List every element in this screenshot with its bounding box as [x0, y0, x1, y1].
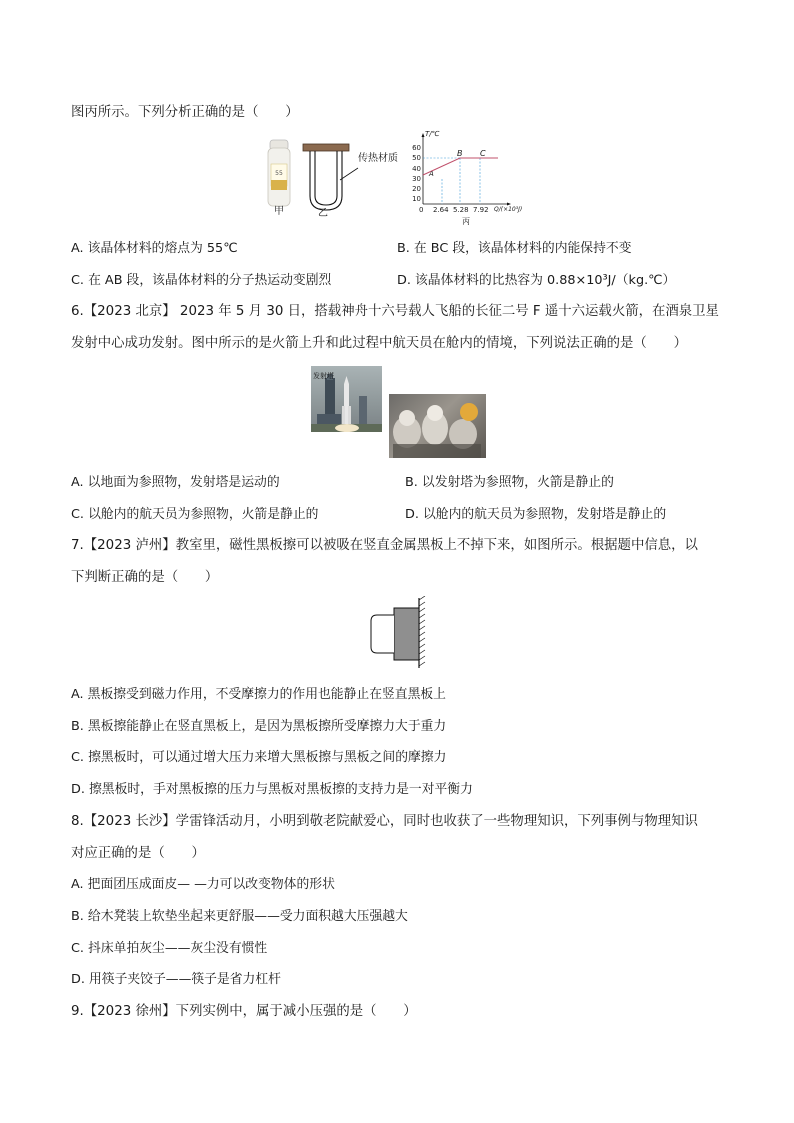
- x-tick: 5.28: [453, 206, 469, 214]
- q7-option-b: B. 黑板擦能静止在竖直黑板上，是因为黑板擦所受摩擦力大于重力: [71, 719, 447, 734]
- transfer-material-label: 传热材质: [358, 153, 398, 164]
- q6-option-a: A. 以地面为参照物，发射塔是运动的: [71, 475, 280, 490]
- q8-option-d: D. 用筷子夹饺子——筷子是省力杠杆: [71, 972, 281, 987]
- q6-option-d: D. 以舱内的航天员为参照物，发射塔是静止的: [405, 507, 667, 522]
- y-tick: 40: [412, 164, 421, 173]
- x-tick: 0: [419, 206, 424, 214]
- label-yi: 乙: [318, 208, 328, 219]
- y-tick-labels: [411, 143, 421, 205]
- q7-stem-line2: 下判断正确的是（ ）: [71, 570, 219, 585]
- point-a-label: A: [429, 170, 434, 178]
- launch-tower-label: 发射塔: [313, 372, 334, 380]
- x-tick: 2.64: [433, 206, 449, 214]
- point-b-label: B: [457, 149, 463, 158]
- q5-figure-yi: [300, 140, 420, 222]
- q6-option-c: C. 以舱内的航天员为参照物，火箭是静止的: [71, 507, 319, 522]
- q9-stem-line1: 9.【2023 徐州】下列实例中，属于减小压强的是（ ）: [71, 1004, 417, 1019]
- y-tick: 20: [412, 185, 421, 194]
- temperature-heat-graph: [406, 130, 536, 230]
- q6-photo-astronauts: [389, 394, 486, 458]
- y-axis-label: T/℃: [425, 130, 440, 138]
- x-axis-label: Q/(×10³J): [494, 206, 523, 213]
- q6-option-b: B. 以发射塔为参照物，火箭是静止的: [405, 475, 614, 490]
- q7-figure-eraser: [368, 596, 428, 670]
- label-jia: 甲: [274, 206, 284, 217]
- q5-figure-bing: [406, 130, 536, 230]
- label-bing: 丙: [462, 217, 470, 226]
- blackboard-eraser-diagram: [368, 596, 428, 670]
- q7-option-c: C. 擦黑板时，可以通过增大压力来增大黑板擦与黑板之间的摩擦力: [71, 750, 447, 765]
- astronauts-cabin-image: [389, 394, 486, 458]
- q5-option-a: A. 该晶体材料的熔点为 55℃: [71, 241, 238, 256]
- y-tick: 60: [412, 144, 421, 152]
- y-tick: 50: [412, 154, 421, 163]
- q5-option-d: D. 该晶体材料的比热容为 0.88×10³J/（kg.℃）: [397, 273, 676, 288]
- q8-option-c: C. 抖床单拍灰尘——灰尘没有惯性: [71, 941, 268, 956]
- q8-option-b: B. 给木凳装上软垫坐起来更舒服——受力面积越大压强越大: [71, 909, 408, 924]
- q5-intro: 图丙所示。下列分析正确的是（ ）: [71, 105, 299, 120]
- q6-photo-rocket: [311, 366, 382, 432]
- q6-stem-line2: 发射中心成功发射。图中所示的是火箭上升和此过程中航天员在舱内的情境，下列说法正确的是（ ）: [71, 336, 687, 351]
- y-tick: 30: [412, 174, 421, 183]
- q5-option-b: B. 在 BC 段，该晶体材料的内能保持不变: [397, 241, 632, 256]
- q5-option-c: C. 在 AB 段，该晶体材料的分子热运动变剧烈: [71, 273, 332, 288]
- q7-option-d: D. 擦黑板时，手对黑板擦的压力与黑板对黑板擦的支持力是一对平衡力: [71, 782, 473, 797]
- q5-figure-jia: [262, 138, 296, 220]
- q6-stem-line1: 6.【2023 北京】 2023 年 5 月 30 日，搭载神舟十六号载人飞船的长征二号 F 遥十六运载火箭，在酒泉卫星: [71, 304, 719, 319]
- q7-option-a: A. 黑板擦受到磁力作用，不受摩擦力的作用也能静止在竖直黑板上: [71, 687, 446, 702]
- q8-stem-line1: 8.【2023 长沙】学雷锋活动月，小明到敬老院献爱心，同时也收获了一些物理知识，下列事例与物理知识: [71, 814, 698, 829]
- q8-option-a: A. 把面团压成面皮— —力可以改变物体的形状: [71, 877, 335, 892]
- q7-stem-line1: 7.【2023 泸州】教室里，磁性黑板擦可以被吸在竖直金属黑板上不掉下来，如图所示。根据题中信息，以: [71, 538, 698, 553]
- flask-text: 55: [275, 170, 283, 177]
- q8-stem-line2: 对应正确的是（ ）: [71, 846, 205, 861]
- x-tick: 7.92: [473, 206, 489, 214]
- y-tick: 10: [412, 195, 421, 204]
- point-c-label: C: [480, 149, 486, 158]
